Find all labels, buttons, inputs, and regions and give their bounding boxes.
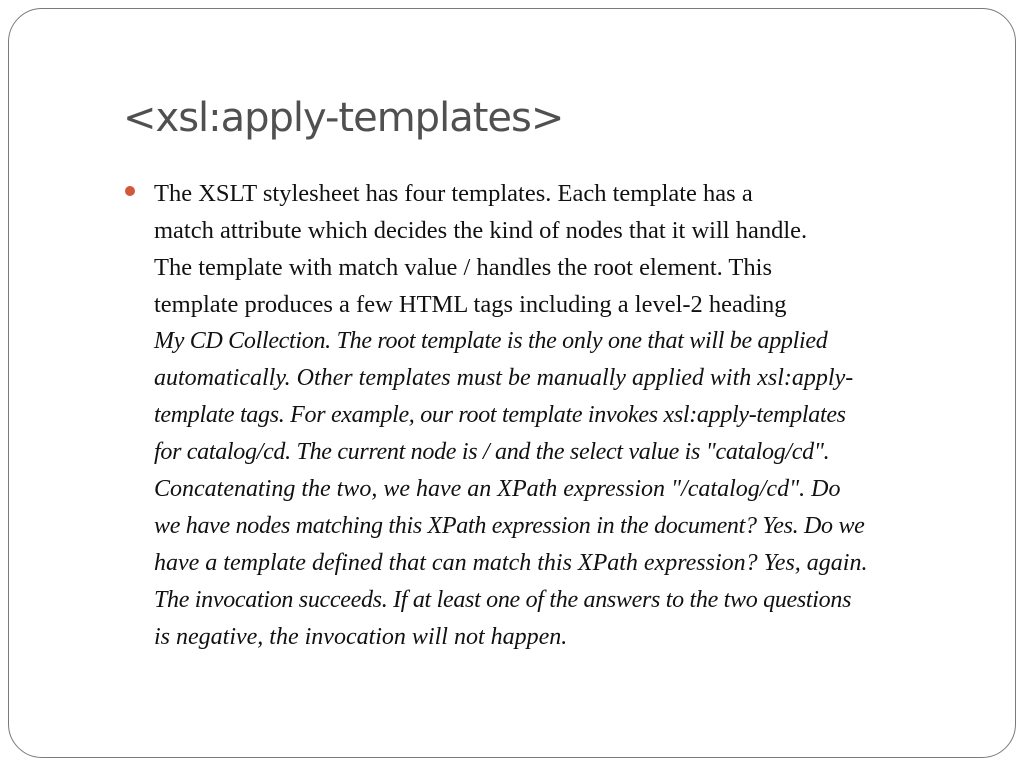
bullet-line: automatically. Other templates must be manually applied with xsl:apply- bbox=[154, 365, 854, 391]
bullet-text bbox=[154, 175, 984, 656]
bullet-line: The template with match value / handles the root element. This bbox=[154, 254, 772, 281]
bullet-line: The XSLT stylesheet has four templates. Each template has a bbox=[154, 180, 753, 207]
bullet-line: Concatenating the two, we have an XPath expression "/catalog/cd". Do bbox=[154, 476, 841, 502]
bullet-line: for catalog/cd. The current node is / and the select value is "catalog/cd". bbox=[154, 439, 830, 465]
bullet-line: have a template defined that can match this XPath expression? Yes, again. bbox=[154, 550, 868, 576]
bullet-line: template produces a few HTML tags including a level-2 heading bbox=[154, 291, 787, 318]
slide-title: <xsl:apply-templates> bbox=[123, 95, 564, 141]
bullet-line: is negative, the invocation will not happen. bbox=[154, 624, 568, 650]
bullet-line: My CD Collection. The root template is the only one that will be applied bbox=[154, 328, 828, 354]
bullet-line: match attribute which decides the kind of nodes that it will handle. bbox=[154, 217, 808, 244]
slide-frame bbox=[8, 8, 1016, 758]
bullet-dot-icon bbox=[125, 186, 135, 196]
bullet-line: The invocation succeeds. If at least one of the answers to the two questions bbox=[154, 587, 852, 613]
bullet-line: template tags. For example, our root template invokes xsl:apply-templates bbox=[154, 402, 846, 428]
bullet-line: we have nodes matching this XPath expression in the document? Yes. Do we bbox=[154, 513, 865, 539]
